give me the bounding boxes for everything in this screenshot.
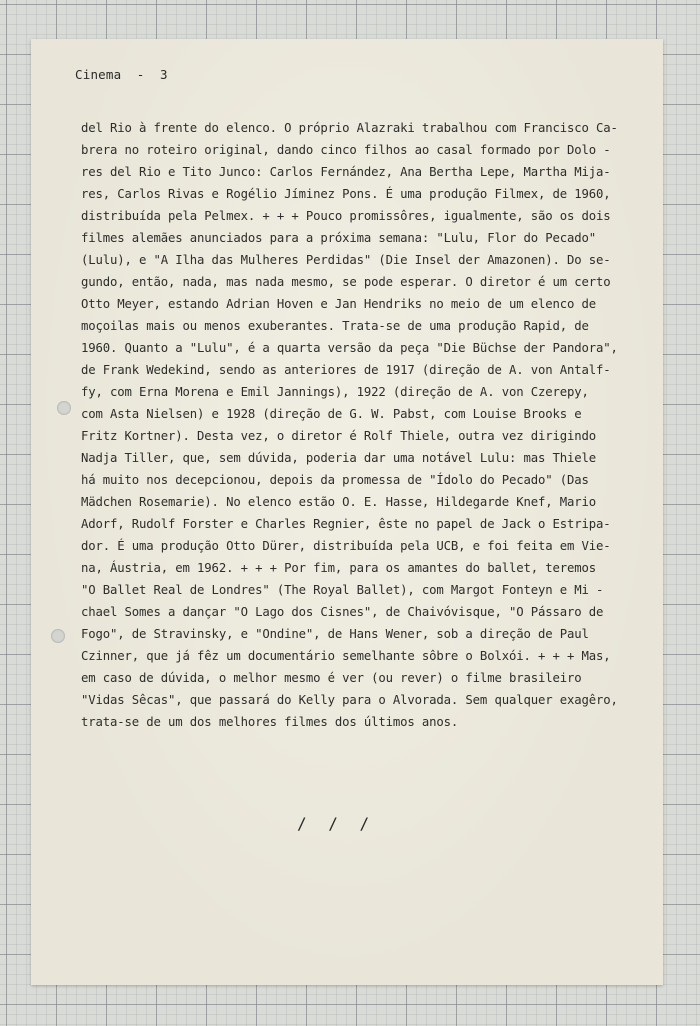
text-line: distribuída pela Pelmex. + + + Pouco promissôres, igualmente, são os dois [81,209,611,223]
text-line: trata-se de um dos melhores filmes dos últimos anos. [81,715,459,729]
text-line: res, Carlos Rivas e Rogélio Jíminez Pons. É uma produção Filmex, de 1960, [81,187,611,201]
text-line: moçoilas mais ou menos exuberantes. Trata-se de uma produção Rapid, de [81,319,589,333]
text-line: dor. É uma produção Otto Dürer, distribuída pela UCB, e foi feita em Vie- [81,539,611,553]
page-header: Cinema - 3 [75,67,168,82]
text-line: fy, com Erna Morena e Emil Jannings), 1922 (direção de A. von Czerepy, [81,385,589,399]
text-line: Nadja Tiller, que, sem dúvida, poderia dar uma notável Lulu: mas Thiele [81,451,596,465]
text-line: 1960. Quanto a "Lulu", é a quarta versão da peça "Die Büchse der Pandora", [81,341,618,355]
text-line: Czinner, que já fêz um documentário semelhante sôbre o Bolxói. + + + Mas, [81,649,611,663]
text-line: Otto Meyer, estando Adrian Hoven e Jan Hendriks no meio de um elenco de [81,297,596,311]
text-line: brera no roteiro original, dando cinco filhos ao casal formado por Dolo - [81,143,611,157]
text-line: chael Somes a dançar "O Lago dos Cisnes", de Chaivóvisque, "O Pássaro de [81,605,604,619]
punch-hole [51,629,65,643]
text-line: Fritz Kortner). Desta vez, o diretor é Rolf Thiele, outra vez dirigindo [81,429,596,443]
text-line: (Lulu), e "A Ilha das Mulheres Perdidas" (Die Insel der Amazonen). Do se- [81,253,611,267]
text-line: Mädchen Rosemarie). No elenco estão O. E. Hasse, Hildegarde Knef, Mario [81,495,596,509]
text-line: "Vidas Sêcas", que passará do Kelly para o Alvorada. Sem qualquer exagêro, [81,693,618,707]
text-line: há muito nos decepcionou, depois da promessa de "Ídolo do Pecado" (Das [81,473,589,487]
text-line: filmes alemães anunciados para a próxima semana: "Lulu, Flor do Pecado" [81,231,596,245]
text-line: Adorf, Rudolf Forster e Charles Regnier, êste no papel de Jack o Estripa- [81,517,611,531]
text-line: del Rio à frente do elenco. O próprio Alazraki trabalhou com Francisco Ca- [81,121,618,135]
text-line: gundo, então, nada, mas nada mesmo, se pode esperar. O diretor é um certo [81,275,611,289]
text-line: na, Áustria, em 1962. + + + Por fim, para os amantes do ballet, teremos [81,561,596,575]
punch-hole [57,401,71,415]
text-line: Fogo", de Stravinsky, e "Ondine", de Hans Wener, sob a direção de Paul [81,627,589,641]
typed-page [31,39,663,985]
text-line: com Asta Nielsen) e 1928 (direção de G. W. Pabst, com Louise Brooks e [81,407,582,421]
body-text [81,117,641,733]
text-line: res del Rio e Tito Junco: Carlos Fernández, Ana Bertha Lepe, Martha Mija- [81,165,611,179]
text-line: em caso de dúvida, o melhor mesmo é ver (ou rever) o filme brasileiro [81,671,582,685]
closing-marks: / / / [297,814,376,833]
text-line: "O Ballet Real de Londres" (The Royal Ballet), com Margot Fonteyn e Mi - [81,583,604,597]
text-line: de Frank Wedekind, sendo as anteriores de 1917 (direção de A. von Antalf- [81,363,611,377]
